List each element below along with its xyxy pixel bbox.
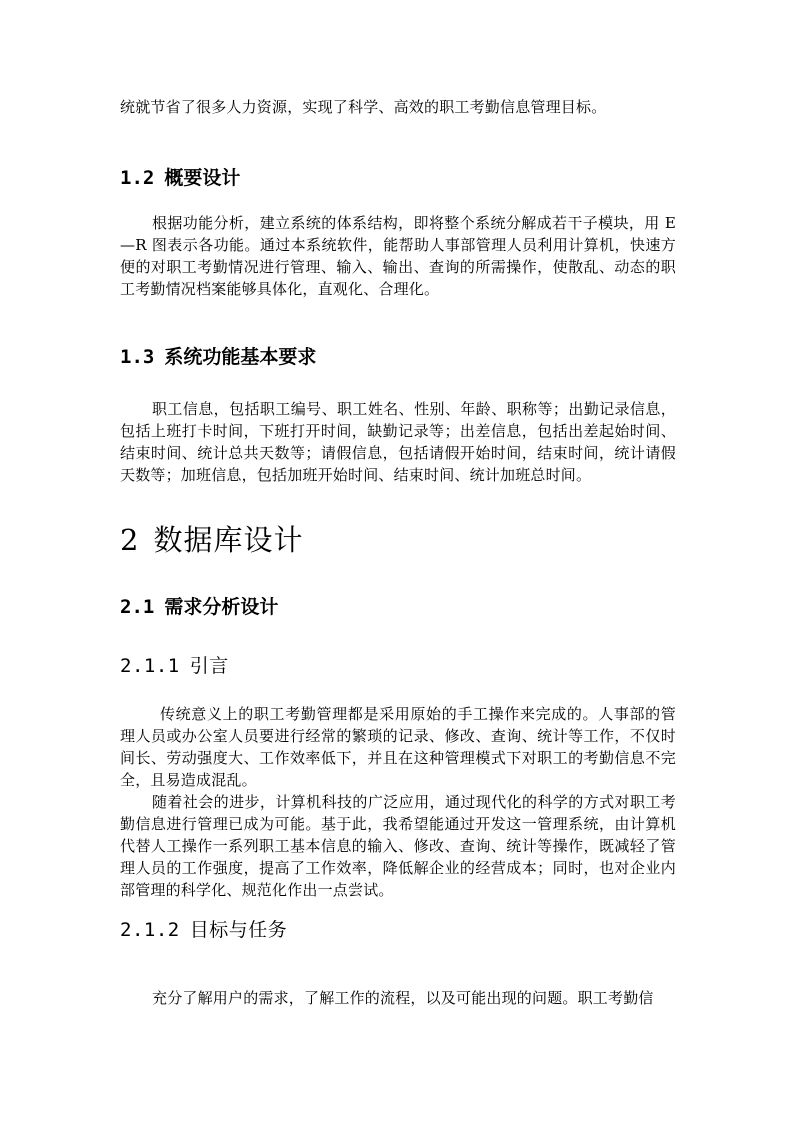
section-2-1-2-body: 充分了解用户的需求，了解工作的流程，以及可能出现的问题。职工考勤信	[152, 989, 654, 1007]
subsection-heading-2-1-2	[120, 917, 287, 943]
section-title: 需求分析设计	[164, 596, 279, 618]
section-1-2-body: 根据功能分析，建立系统的体系结构，即将整个系统分解成若干子模块，用 E—R 图表示各功能。通过本系统软件，能帮助人事部管理人员利用计算机，快速方便的对职工考勤情况进行管理、输入、输出、查询的所需操作，使散乱、动态的职工考勤情况档案能够具体化，直观化、合理化。	[120, 214, 676, 298]
section-heading-1-2	[120, 165, 240, 191]
section-number: 1.3	[120, 346, 155, 368]
section-title: 概要设计	[164, 167, 241, 189]
chapter-title: 数据库设计	[153, 523, 304, 557]
subsection-title: 引言	[189, 655, 229, 677]
chapter-heading-2	[120, 522, 303, 558]
subsection-heading-2-1-1	[120, 653, 229, 679]
section-heading-1-3	[120, 344, 316, 370]
section-heading-2-1	[120, 594, 278, 620]
subsection-number: 2.1.1	[120, 655, 180, 677]
section-1-3-body: 职工信息，包括职工编号、职工姓名、性别、年龄、职称等；出勤记录信息，包括上班打卡时间，下班打开时间，缺勤记录等；出差信息，包括出差起始时间、结束时间、统计总共天数等；请假信息，包括请假开始时间，结束时间，统计请假天数等；加班信息，包括加班开始时间、结束时间、统计加班总时间。	[120, 400, 676, 484]
section-number: 2.1	[120, 596, 155, 618]
section-title: 系统功能基本要求	[164, 346, 317, 368]
intro-paragraph: 统就节省了很多人力资源，实现了科学、高效的职工考勤信息管理目标。	[120, 98, 607, 116]
subsection-title: 目标与任务	[189, 919, 288, 941]
section-number: 1.2	[120, 167, 155, 189]
chapter-number: 2	[120, 523, 140, 557]
subsection-number: 2.1.2	[120, 919, 180, 941]
section-2-1-1-body-1: 传统意义上的职工考勤管理都是采用原始的手工操作来完成的。人事部的管理人员或办公室人员要进行经常的繁琐的记录、修改、查询、统计等工作，不仅时间长、劳动强度大、工作效率低下，并且在这种管理模式下对职工的考勤信息不完全，且易造成混乱。	[120, 705, 676, 789]
section-2-1-1-body-2: 随着社会的进步，计算机科技的广泛应用，通过现代化的科学的方式对职工考勤信息进行管理已成为可能。基于此，我希望能通过开发这一管理系统，由计算机代替人工操作一系列职工基本信息的输入、修改、查询、统计等操作，既减轻了管理人员的工作强度，提高了工作效率，降低解企业的经营成本；同时，也对企业内部管理的科学化、规范化作出一点尝试。	[120, 793, 676, 899]
